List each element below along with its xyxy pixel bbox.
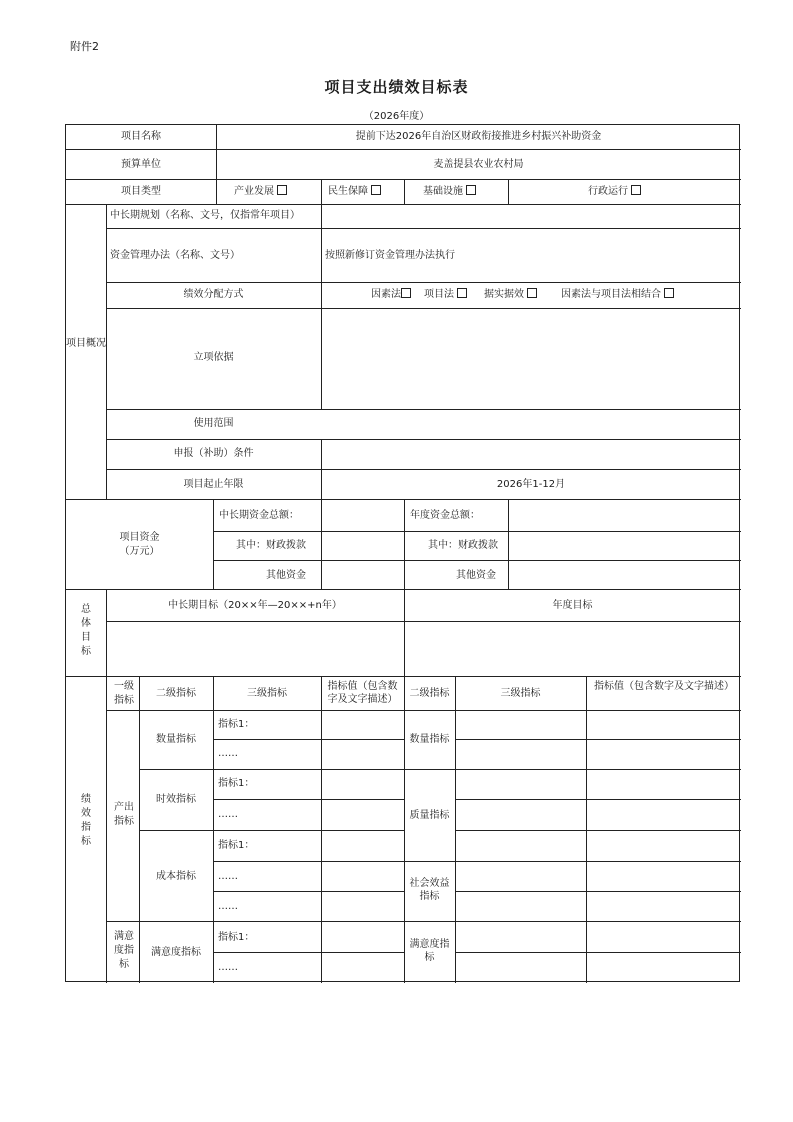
quantity-ellipsis: …… [218, 748, 238, 759]
checkbox-icon[interactable] [466, 185, 476, 195]
funds-label-line2: （万元） [119, 546, 160, 557]
timeliness-ellipsis: …… [218, 809, 238, 820]
cost-ellipsis-2: …… [218, 901, 238, 912]
annual-total-label: 年度资金总额： [410, 510, 480, 521]
satisfaction-indicator: 满意度指标 [151, 947, 201, 958]
social-benefit-indicator-right: 社会效益指标 [409, 878, 450, 902]
timeliness-indicator: 时效指标 [156, 794, 196, 805]
alloc-method-label: 绩效分配方式 [183, 289, 244, 300]
timeliness-item1: 指标1： [218, 778, 255, 789]
checkbox-icon[interactable] [527, 288, 537, 298]
budget-unit-label: 预算单位 [121, 159, 161, 170]
checkbox-icon[interactable] [371, 185, 381, 195]
col-level1: 一级指标 [114, 681, 134, 706]
cost-indicator: 成本指标 [156, 871, 196, 882]
page-title: 项目支出绩效目标表 [324, 78, 469, 96]
col-level2: 二级指标 [156, 688, 196, 699]
checkbox-icon[interactable] [401, 288, 411, 298]
type-option-livelihood[interactable]: 民生保障 [328, 185, 381, 198]
col-value-right: 指标值（包含数字及文字描述） [594, 681, 734, 692]
indicators-section-label: 绩效指标 [81, 794, 91, 847]
quality-indicator-right: 质量指标 [409, 810, 450, 821]
type-option-admin[interactable]: 行政运行 [588, 185, 641, 198]
performance-target-table [65, 124, 740, 982]
col-value-left: 指标值（包含数字及文字描述） [327, 681, 398, 705]
quantity-indicator-right: 数量指标 [409, 734, 450, 745]
condition-label: 申报（补助）条件 [173, 448, 254, 459]
year-subtitle: （2026年度） [363, 111, 430, 122]
project-name-value: 提前下达2026年自治区财政衔接推进乡村振兴补助资金 [355, 131, 602, 142]
period-value: 2026年1-12月 [496, 479, 566, 490]
period-label: 项目起止年限 [183, 479, 244, 490]
annual-goal-label: 年度目标 [552, 600, 593, 611]
alloc-option-factor[interactable]: 因素法 [371, 288, 411, 301]
checkbox-icon[interactable] [277, 185, 287, 195]
mid-total-label: 中长期资金总额： [219, 510, 299, 521]
col-level3: 三级指标 [247, 688, 287, 699]
alloc-option-project[interactable]: 项目法 [424, 288, 467, 301]
basis-label: 立项依据 [193, 352, 234, 363]
alloc-option-combined[interactable]: 因素法与项目法相结合 [561, 288, 674, 301]
col-level3-right: 三级指标 [500, 688, 541, 699]
output-indicator-label: 产出指标 [114, 802, 134, 827]
alloc-option-actual[interactable]: 据实据效 [484, 288, 537, 301]
satisfaction-indicator-right: 满意度指标 [409, 939, 450, 963]
fiscal-mid-label: 其中：财政拨款 [236, 540, 306, 551]
checkbox-icon[interactable] [664, 288, 674, 298]
quantity-indicator: 数量指标 [156, 734, 196, 745]
fund-method-label: 资金管理办法（名称、文号） [110, 250, 240, 261]
project-type-label: 项目类型 [121, 186, 161, 197]
budget-unit-value: 麦盖提县农业农村局 [433, 159, 524, 170]
scope-label: 使用范围 [193, 418, 234, 429]
attachment-label: 附件2 [70, 40, 99, 53]
type-option-industry[interactable]: 产业发展 [234, 185, 287, 198]
goals-section-label: 总体目标 [81, 604, 91, 657]
checkbox-icon[interactable] [631, 185, 641, 195]
fund-method-value: 按照新修订资金管理办法执行 [325, 250, 455, 261]
other-mid-label: 其他资金 [266, 570, 306, 581]
fiscal-annual-label: 其中：财政拨款 [428, 540, 498, 551]
satisfaction-ellipsis: …… [218, 962, 238, 973]
satisfaction-group-label: 满意度指标 [114, 931, 134, 970]
other-annual-label: 其他资金 [456, 570, 496, 581]
col-level2-right: 二级指标 [409, 688, 450, 699]
quantity-item1: 指标1： [218, 719, 255, 730]
cost-item1: 指标1： [218, 840, 255, 851]
checkbox-icon[interactable] [457, 288, 467, 298]
mid-goal-label: 中长期目标（20××年—20××+n年） [168, 600, 342, 611]
satisfaction-item1: 指标1： [218, 932, 255, 943]
mid-long-plan-label: 中长期规划（名称、文号，仅指常年项目） [110, 210, 300, 221]
type-option-infrastructure[interactable]: 基础设施 [423, 185, 476, 198]
funds-label-line1: 项目资金 [119, 532, 160, 543]
project-name-label: 项目名称 [121, 131, 161, 142]
cost-ellipsis-1: …… [218, 871, 238, 882]
overview-section-label: 项目概况 [66, 338, 106, 349]
